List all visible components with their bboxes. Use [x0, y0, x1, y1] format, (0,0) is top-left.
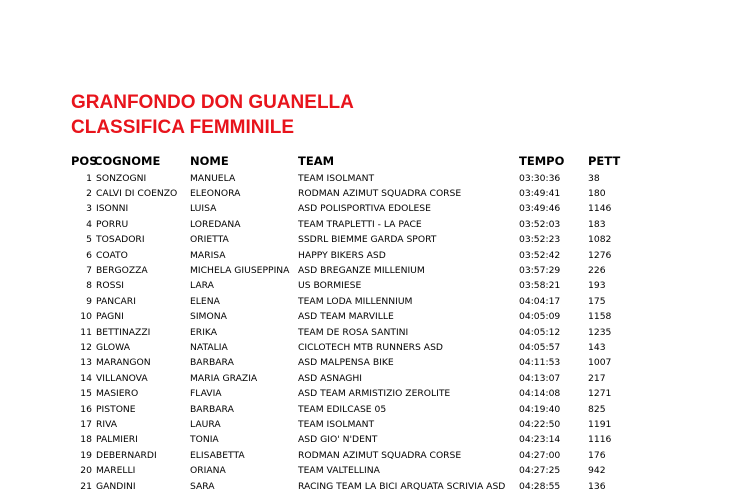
column-header-tempo: TEMPO: [519, 154, 565, 168]
cell-tempo: 04:27:00: [519, 449, 561, 461]
cell-pett: 1146: [588, 203, 612, 215]
table-row: [0, 479, 741, 494]
table-row: [0, 325, 741, 340]
cell-cognome: PANCARI: [96, 295, 136, 307]
cell-team: TEAM DE ROSA SANTINI: [298, 326, 409, 338]
table-row: [0, 309, 741, 324]
cell-nome: BARBARA: [190, 403, 234, 415]
cell-nome: FLAVIA: [190, 388, 222, 400]
cell-pos: 6: [86, 249, 92, 261]
cell-nome: BARBARA: [190, 357, 234, 369]
column-header-team: TEAM: [298, 154, 335, 168]
cell-tempo: 03:49:46: [519, 203, 561, 215]
cell-pos: 2: [86, 187, 92, 199]
cell-tempo: 04:05:09: [519, 311, 561, 323]
cell-cognome: ISONNI: [96, 203, 129, 215]
cell-nome: ORIANA: [190, 465, 226, 477]
cell-tempo: 04:27:25: [519, 465, 561, 477]
table-row: [0, 294, 741, 309]
table-row: [0, 432, 741, 447]
column-header-pett: PETT: [588, 154, 621, 168]
table-row: [0, 371, 741, 386]
cell-pos: 7: [86, 264, 92, 276]
cell-cognome: RIVA: [96, 418, 118, 430]
column-header-pos: POS: [71, 154, 98, 168]
cell-pos: 3: [86, 203, 92, 215]
cell-cognome: COATO: [96, 249, 128, 261]
cell-team: ASD TEAM ARMISTIZIO ZEROLITE: [298, 388, 451, 400]
cell-pett: 1271: [588, 388, 612, 400]
cell-pett: 217: [588, 372, 606, 384]
cell-pos: 10: [80, 311, 92, 323]
cell-tempo: 04:14:08: [519, 388, 561, 400]
cell-tempo: 03:52:23: [519, 234, 561, 246]
cell-team: ASD MALPENSA BIKE: [298, 357, 394, 369]
cell-team: ASD TEAM MARVILLE: [298, 311, 394, 323]
cell-team: ASD POLISPORTIVA EDOLESE: [298, 203, 431, 215]
cell-cognome: GLOWA: [96, 341, 131, 353]
cell-pos: 4: [86, 218, 92, 230]
column-header-nome: NOME: [190, 154, 229, 168]
cell-pett: 193: [588, 280, 606, 292]
cell-nome: LARA: [190, 280, 214, 292]
cell-pett: 1276: [588, 249, 612, 261]
cell-tempo: 04:11:53: [519, 357, 561, 369]
cell-nome: MANUELA: [190, 172, 236, 184]
cell-cognome: VILLANOVA: [96, 372, 148, 384]
table-row: [0, 340, 741, 355]
cell-nome: ELENA: [190, 295, 220, 307]
table-row: [0, 201, 741, 216]
table-row: [0, 386, 741, 401]
cell-team: TEAM VALTELLINA: [298, 465, 380, 477]
cell-tempo: 04:23:14: [519, 434, 561, 446]
cell-tempo: 04:05:12: [519, 326, 561, 338]
cell-tempo: 03:52:42: [519, 249, 561, 261]
cell-cognome: MARANGON: [96, 357, 151, 369]
cell-cognome: PALMIERI: [96, 434, 138, 446]
cell-team: RODMAN AZIMUT SQUADRA CORSE: [298, 449, 462, 461]
cell-pett: 175: [588, 295, 606, 307]
cell-pos: 20: [80, 465, 92, 477]
table-row: [0, 278, 741, 293]
cell-team: TEAM TRAPLETTI - LA PACE: [298, 218, 422, 230]
cell-nome: TONIA: [190, 434, 219, 446]
cell-pett: 825: [588, 403, 606, 415]
cell-tempo: 03:52:03: [519, 218, 561, 230]
cell-pett: 183: [588, 218, 606, 230]
cell-nome: MICHELA GIUSEPPINA: [190, 264, 290, 276]
table-row: [0, 248, 741, 263]
cell-cognome: BETTINAZZI: [96, 326, 151, 338]
cell-pos: 21: [80, 480, 92, 492]
cell-cognome: DEBERNARDI: [96, 449, 157, 461]
cell-cognome: GANDINI: [96, 480, 136, 492]
cell-pos: 5: [86, 234, 92, 246]
cell-tempo: 04:05:57: [519, 341, 561, 353]
cell-pos: 18: [80, 434, 92, 446]
cell-pos: 13: [80, 357, 92, 369]
cell-pett: 1235: [588, 326, 612, 338]
cell-cognome: BERGOZZA: [96, 264, 148, 276]
cell-team: RACING TEAM LA BICI ARQUATA SCRIVIA ASD: [298, 480, 506, 492]
cell-tempo: 04:13:07: [519, 372, 561, 384]
cell-pos: 15: [80, 388, 92, 400]
table-row: [0, 463, 741, 478]
cell-pett: 180: [588, 187, 606, 199]
cell-nome: ORIETTA: [190, 234, 229, 246]
cell-pos: 19: [80, 449, 92, 461]
cell-pos: 14: [80, 372, 92, 384]
cell-cognome: ROSSI: [96, 280, 124, 292]
cell-nome: SIMONA: [190, 311, 227, 323]
cell-pos: 1: [86, 172, 92, 184]
table-row: [0, 263, 741, 278]
cell-team: CICLOTECH MTB RUNNERS ASD: [298, 341, 443, 353]
cell-pos: 9: [86, 295, 92, 307]
cell-pett: 136: [588, 480, 606, 492]
cell-nome: MARIA GRAZIA: [190, 372, 258, 384]
cell-cognome: SONZOGNI: [96, 172, 147, 184]
cell-pett: 226: [588, 264, 606, 276]
cell-team: ASD BREGANZE MILLENIUM: [298, 264, 425, 276]
cell-nome: ELEONORA: [190, 187, 241, 199]
cell-tempo: 04:04:17: [519, 295, 561, 307]
cell-team: TEAM EDILCASE 05: [298, 403, 387, 415]
cell-pos: 16: [80, 403, 92, 415]
cell-team: RODMAN AZIMUT SQUADRA CORSE: [298, 187, 462, 199]
cell-cognome: PISTONE: [96, 403, 136, 415]
table-row: [0, 171, 741, 186]
table-row: [0, 232, 741, 247]
cell-cognome: CALVI DI COENZO: [96, 187, 178, 199]
cell-nome: NATALIA: [190, 341, 228, 353]
cell-tempo: 03:30:36: [519, 172, 561, 184]
cell-tempo: 03:49:41: [519, 187, 561, 199]
cell-cognome: PAGNI: [96, 311, 124, 323]
cell-team: HAPPY BIKERS ASD: [298, 249, 386, 261]
cell-team: TEAM ISOLMANT: [298, 418, 375, 430]
table-row: [0, 217, 741, 232]
cell-tempo: 03:58:21: [519, 280, 561, 292]
cell-tempo: 04:22:50: [519, 418, 561, 430]
cell-pett: 1082: [588, 234, 612, 246]
cell-pett: 1116: [588, 434, 612, 446]
cell-cognome: TOSADORI: [96, 234, 145, 246]
table-row: [0, 355, 741, 370]
cell-cognome: MARELLI: [96, 465, 136, 477]
cell-tempo: 03:57:29: [519, 264, 561, 276]
document-subtitle: CLASSIFICA FEMMINILE: [71, 117, 295, 138]
cell-pett: 176: [588, 449, 606, 461]
cell-nome: ELISABETTA: [190, 449, 245, 461]
cell-team: TEAM LODA MILLENNIUM: [298, 295, 413, 307]
cell-cognome: MASIERO: [96, 388, 139, 400]
cell-team: ASD GIO' N'DENT: [298, 434, 378, 446]
table-row: [0, 186, 741, 201]
table-row: [0, 402, 741, 417]
cell-nome: LOREDANA: [190, 218, 241, 230]
cell-nome: SARA: [190, 480, 215, 492]
cell-pos: 11: [80, 326, 92, 338]
cell-pett: 1191: [588, 418, 612, 430]
cell-cognome: PORRU: [96, 218, 129, 230]
cell-pos: 17: [80, 418, 92, 430]
cell-tempo: 04:19:40: [519, 403, 561, 415]
cell-nome: LAURA: [190, 418, 221, 430]
cell-pos: 12: [80, 341, 92, 353]
cell-team: SSDRL BIEMME GARDA SPORT: [298, 234, 437, 246]
cell-tempo: 04:28:55: [519, 480, 561, 492]
cell-pett: 942: [588, 465, 606, 477]
column-header-cognome: COGNOME: [94, 154, 161, 168]
cell-pett: 1158: [588, 311, 612, 323]
cell-nome: ERIKA: [190, 326, 218, 338]
document-title: GRANFONDO DON GUANELLA: [71, 92, 354, 113]
cell-nome: MARISA: [190, 249, 226, 261]
table-row: [0, 417, 741, 432]
cell-team: US BORMIESE: [298, 280, 362, 292]
cell-pett: 1007: [588, 357, 612, 369]
cell-pett: 143: [588, 341, 606, 353]
cell-team: ASD ASNAGHI: [298, 372, 362, 384]
table-row: [0, 448, 741, 463]
cell-nome: LUISA: [190, 203, 217, 215]
cell-pett: 38: [588, 172, 600, 184]
cell-pos: 8: [86, 280, 92, 292]
cell-team: TEAM ISOLMANT: [298, 172, 375, 184]
